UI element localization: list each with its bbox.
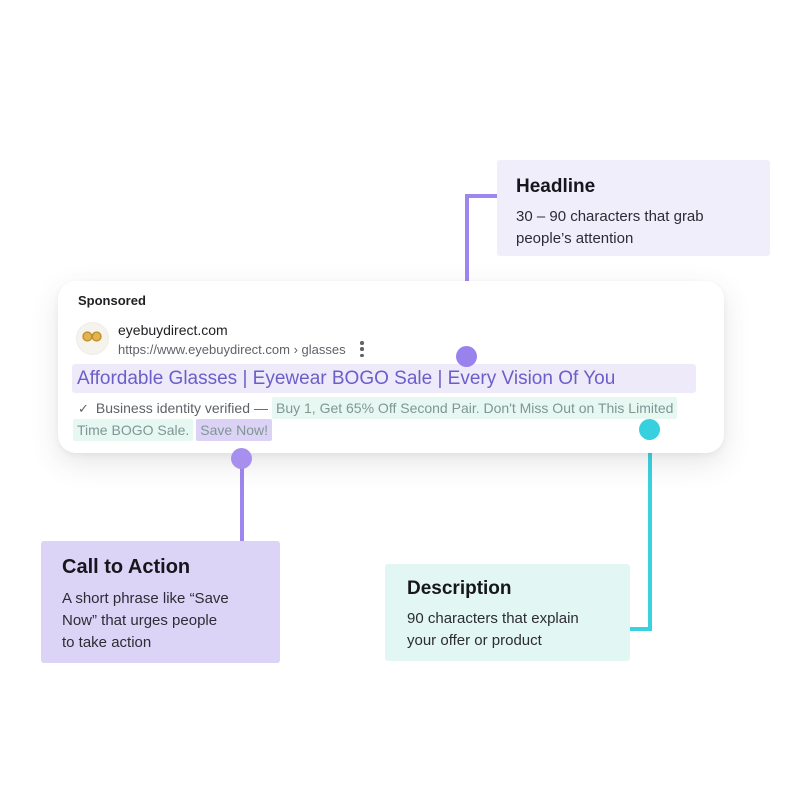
cta-callout-body-line: Now” that urges people: [62, 612, 218, 629]
headline-callout-title: Headline: [516, 176, 596, 197]
description-callout-title: Description: [407, 578, 512, 599]
headline-callout-body-line: people’s attention: [516, 230, 634, 247]
ad-description-line-2: [73, 420, 272, 441]
ad-headline-link[interactable]: Affordable Glasses | Eyewear BOGO Sale | Every Vision Of You: [72, 364, 696, 393]
site-name: eyebuydirect.com: [118, 322, 228, 338]
description-callout-body-line: your offer or product: [407, 632, 542, 649]
ad-description-line-1: [78, 398, 677, 419]
kebab-menu-icon[interactable]: [355, 341, 369, 357]
check-icon: ✓: [78, 401, 89, 416]
ad-description-highlight: Buy 1, Get 65% Off Second Pair. Don't Miss Out on This Limited: [272, 397, 677, 419]
description-connector-vertical: [648, 429, 652, 631]
description-connector-dot: [639, 419, 660, 440]
site-favicon: [76, 322, 109, 355]
description-callout: [385, 564, 630, 661]
cta-callout-title: Call to Action: [62, 556, 191, 578]
description-connector-horizontal: [630, 627, 652, 631]
headline-callout-body-line: 30 – 90 characters that grab: [516, 208, 704, 225]
cta-connector-vertical: [240, 458, 244, 544]
cta-callout-body-line: to take action: [62, 634, 152, 651]
sponsored-label: Sponsored: [78, 293, 146, 308]
headline-connector-dot: [456, 346, 477, 367]
ad-cta-highlight: Save Now!: [196, 419, 272, 441]
ad-description-highlight: Time BOGO Sale.: [73, 419, 193, 441]
verified-text: Business identity verified: [95, 400, 250, 416]
headline-callout: [497, 160, 770, 256]
display-url[interactable]: https://www.eyebuydirect.com › glasses: [118, 342, 346, 357]
glasses-logo-icon: [82, 330, 103, 348]
description-callout-body-line: 90 characters that explain: [407, 610, 579, 627]
cta-callout-body-line: A short phrase like “Save: [62, 590, 229, 607]
cta-connector-dot: [231, 448, 252, 469]
cta-callout: [41, 541, 280, 663]
search-ad-card: [58, 281, 724, 453]
headline-connector-horizontal: [465, 194, 499, 198]
separator-dash: —: [253, 400, 268, 416]
